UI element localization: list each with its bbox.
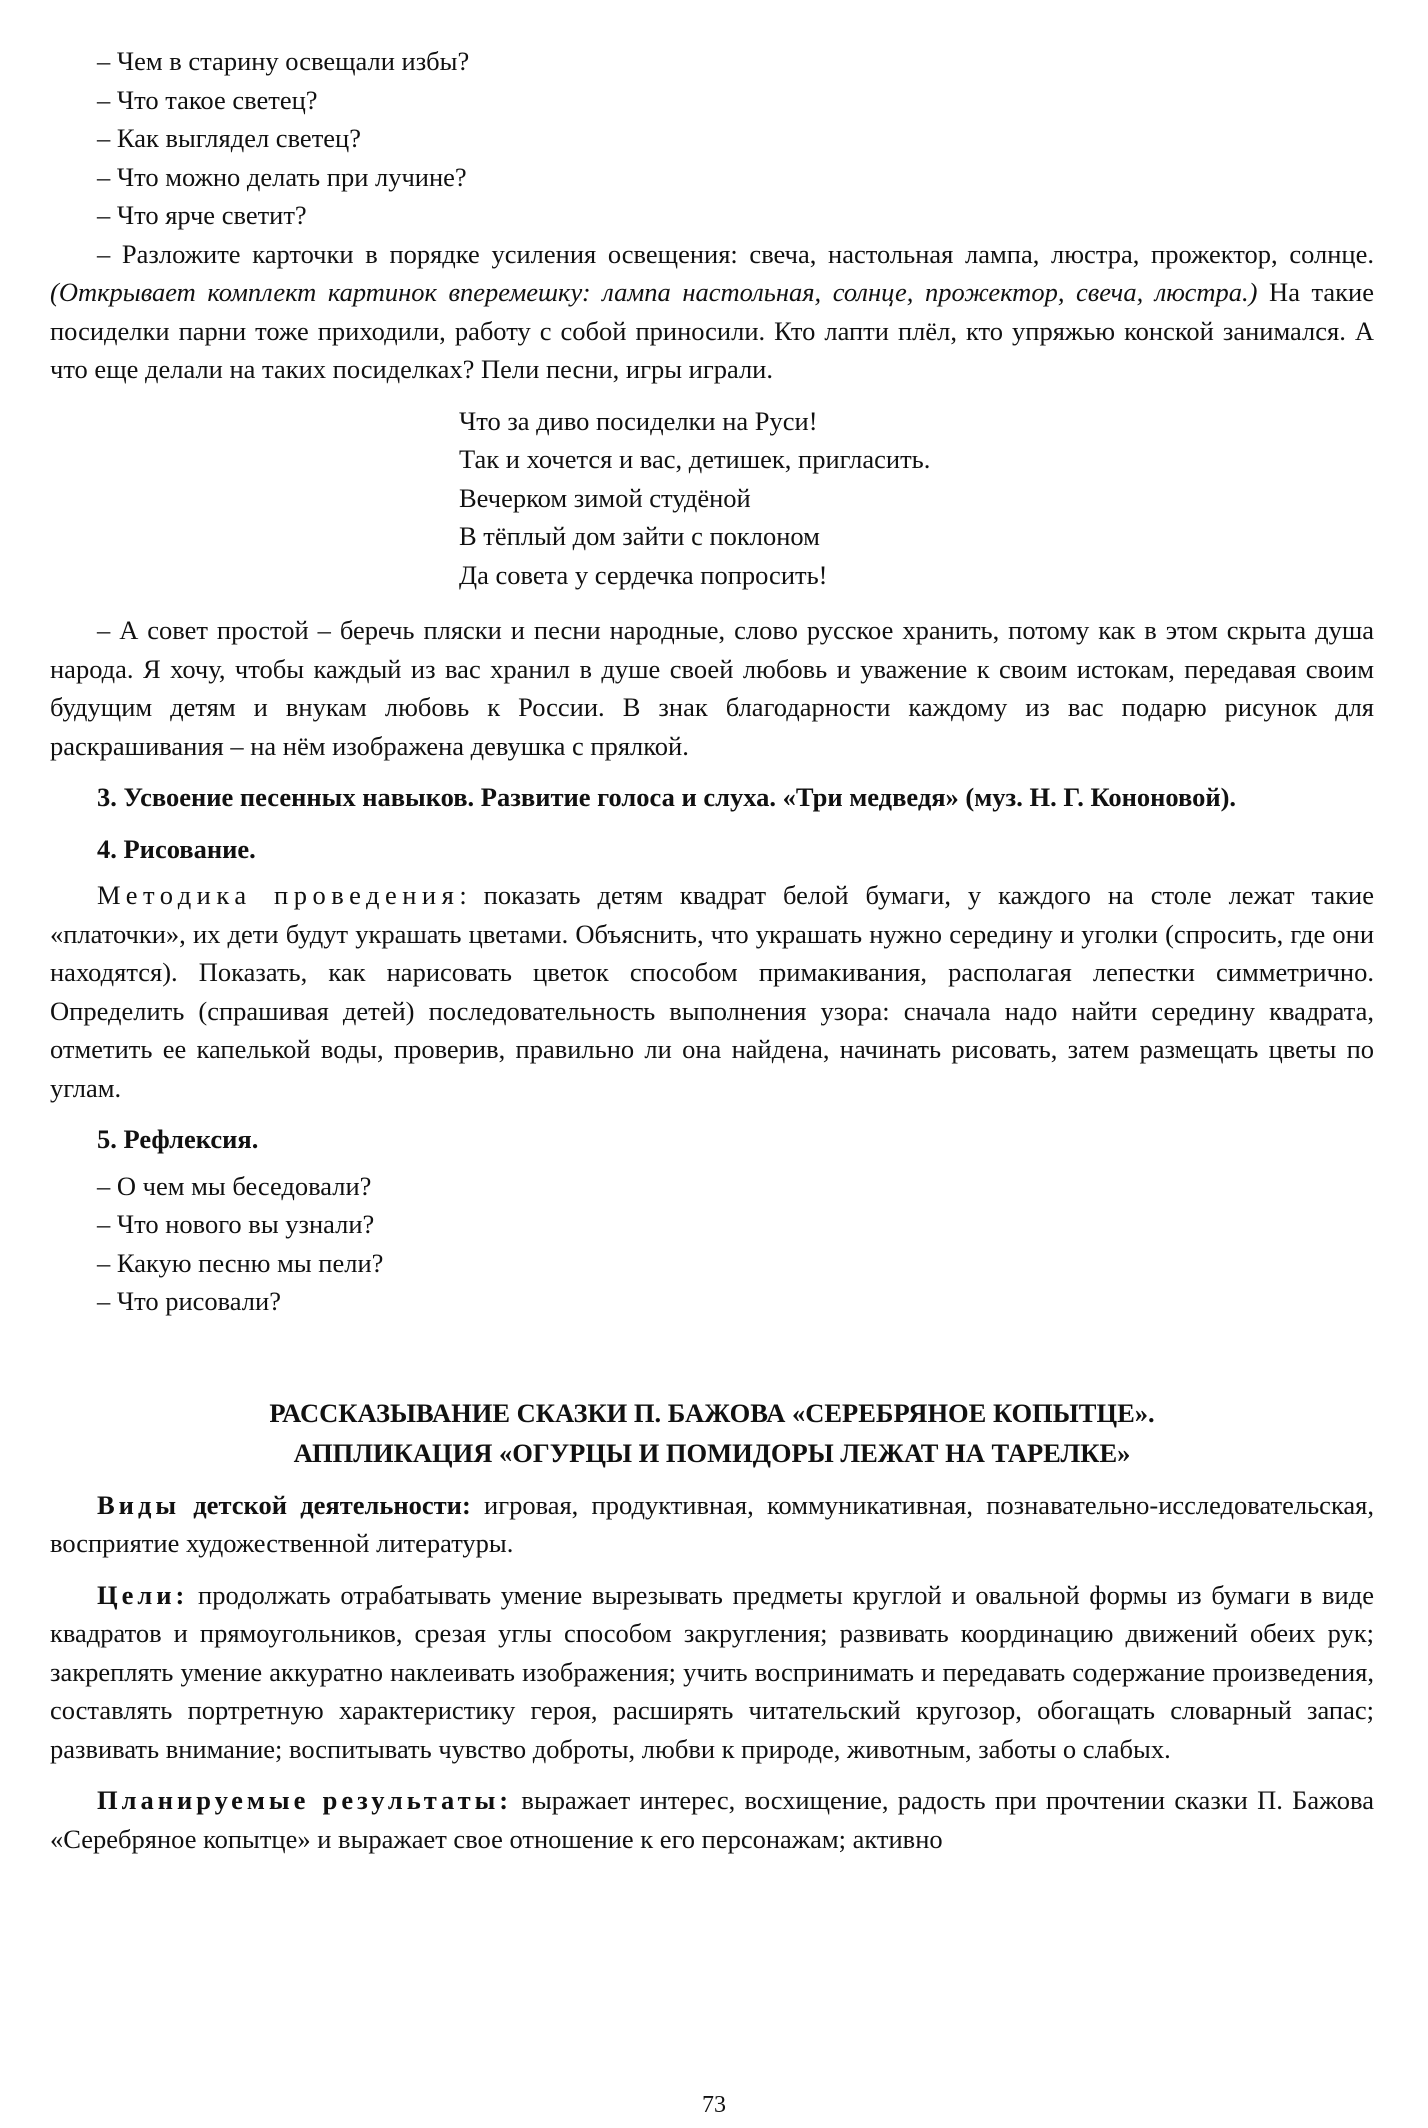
stage-direction: (Открывает комплект картинок вперемешку: лампа настольная, солнце, прожектор, свеча, люстра.) bbox=[50, 277, 1258, 307]
lesson-title bbox=[50, 1393, 1374, 1473]
question-line: – Что можно делать при лучине? bbox=[97, 161, 467, 192]
poem-line: Так и хочется и вас, детишек, пригласить. bbox=[459, 444, 931, 474]
poem bbox=[459, 402, 1374, 595]
goals-label: Цели: bbox=[97, 1579, 189, 1610]
question-line: – Что ярче светит? bbox=[97, 200, 307, 230]
method-text: : показать детям квадрат белой бумаги, у каждого на столе лежат такие «платочки», их дети будут украшать цветами. Объяснить, что украшать нужно середину и уголки (спросить, где они находятся). Показать, как нарисовать цветок способом примакивания, располагая лепестки симметрично. Определить (спрашивая детей) последовательность выполнения узора: сначала надо найти середину квадрата, отметить ее капелькой воды, проверив, правильно ли она найдена, начинать рисовать, затем размещать цветы по углам. bbox=[50, 880, 1374, 1103]
question-line: – Чем в старину освещали избы? bbox=[97, 46, 470, 76]
question-line: – Как выглядел светец? bbox=[97, 123, 361, 153]
question-line: – Какую песню мы пели? bbox=[97, 1247, 384, 1278]
paragraph-cards bbox=[50, 235, 1374, 389]
questions-list-1 bbox=[50, 42, 1374, 235]
page-number: 73 bbox=[702, 2092, 726, 2118]
goals-text: продолжать отрабатывать умение вырезывать предметы круглой и овальной формы из бумаги в виде квадратов и прямоугольников, срезая углы способом закругления; развивать координацию движений обеих рук; закреплять умение аккуратно наклеивать изображения; учить воспринимать и передавать содержание произведения, составлять портретную характеристику героя, расширять читательский кругозор, обогащать словарный запас; развивать внимание; воспитывать чувство доброты, любви к природе, животным, заботы о слабых. bbox=[50, 1579, 1374, 1764]
results-label: Планируемые результаты: bbox=[97, 1785, 513, 1815]
paragraph-text: На такие посиделки парни тоже приходили, работу с собой приносили. Кто лапти плёл, кто упряжью конской занимался. А что еще делали на таких посиделках? Пели песни, игры играли. bbox=[50, 277, 1374, 384]
section-5-heading: 5. Рефлексия. bbox=[97, 1124, 259, 1154]
paragraph-advice: – А совет простой – беречь пляски и песни народные, слово русское хранить, потому как в этом скрыта душа народа. Я хочу, чтобы каждый из вас хранил в душе своей любовь и уважение к своим истокам, передавая своим будущим детям и внукам любовь к России. В знак благодарности каждому из вас подарю рисунок для раскрашивания – на нём изображена девушка с прялкой. bbox=[50, 615, 1374, 761]
activities-paragraph bbox=[50, 1486, 1374, 1563]
method-label: Методика проведения bbox=[97, 880, 460, 910]
question-line: – Что такое светец? bbox=[97, 84, 318, 115]
activities-text: игровая, продуктивная, коммуникативная, познавательно-исследовательская, восприятие художественной литературы. bbox=[50, 1489, 1374, 1558]
poem-line: Вечерком зимой студёной bbox=[459, 482, 751, 513]
goals-paragraph bbox=[50, 1576, 1374, 1769]
poem-line: Да совета у сердечка попросить! bbox=[459, 559, 828, 590]
section-4-heading: 4. Рисование. bbox=[97, 833, 256, 864]
section-3-heading: 3. Усвоение песенных навыков. Развитие голоса и слуха. «Три медведя» (муз. Н. Г. Кононовой). bbox=[97, 782, 1237, 812]
reflection-questions bbox=[50, 1167, 1374, 1321]
results-text: выражает интерес, восхищение, радость при прочтении сказки П. Бажова «Серебряное копытце» и выражает свое отношение к его персонажам; активно bbox=[50, 1785, 1374, 1854]
question-line: – О чем мы беседовали? bbox=[97, 1170, 372, 1201]
paragraph-text: – Разложите карточки в порядке усиления освещения: свеча, настольная лампа, люстра, прожектор, солнце. bbox=[97, 238, 1374, 269]
activities-label: Виды bbox=[97, 1489, 181, 1520]
lesson-title-line: АППЛИКАЦИЯ «ОГУРЦЫ И ПОМИДОРЫ ЛЕЖАТ НА ТАРЕЛКЕ» bbox=[293, 1437, 1131, 1468]
question-line: – Что нового вы узнали? bbox=[97, 1209, 375, 1239]
poem-line: Что за диво посиделки на Руси! bbox=[459, 405, 818, 436]
poem-line: В тёплый дом зайти с поклоном bbox=[459, 521, 820, 551]
results-paragraph bbox=[50, 1781, 1374, 1858]
lesson-title-line: РАССКАЗЫВАНИЕ СКАЗКИ П. БАЖОВА «СЕРЕБРЯНОЕ КОПЫТЦЕ». bbox=[269, 1397, 1155, 1428]
activities-label: детской деятельности: bbox=[180, 1489, 471, 1520]
question-line: – Что рисовали? bbox=[97, 1286, 281, 1316]
section-4-paragraph bbox=[50, 876, 1374, 1107]
